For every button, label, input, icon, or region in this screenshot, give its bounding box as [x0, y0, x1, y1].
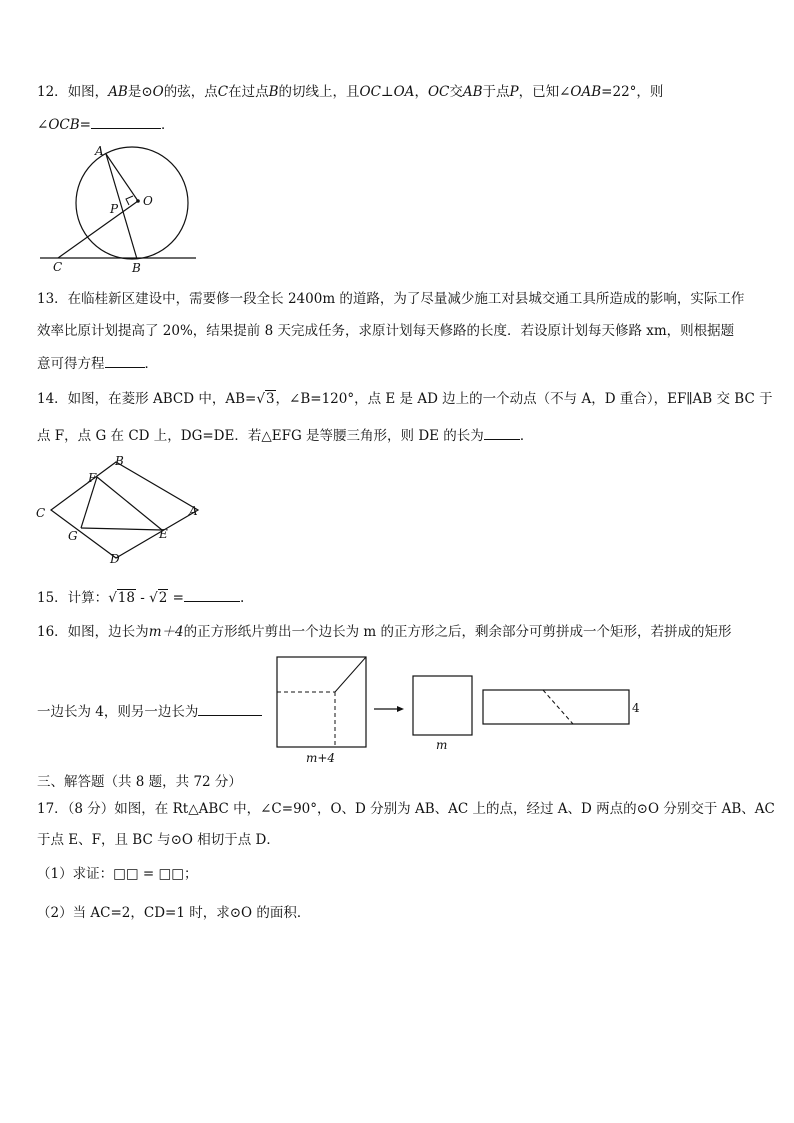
label-e: E: [159, 527, 168, 541]
section-title: 三、解答题（共 8 题，共 72 分）: [37, 774, 242, 790]
label-a: A: [95, 144, 104, 158]
segment-oc: [58, 201, 138, 258]
small-square: [413, 676, 472, 735]
sqrt-expression: √3: [256, 391, 275, 407]
label-g: G: [68, 529, 78, 543]
label-c: C: [53, 260, 63, 274]
answer-blank: [484, 425, 520, 440]
q15-line: 15．计算：√18 - √2 = .: [37, 587, 244, 608]
q16-line1: 16．如图，边长为m＋4的正方形纸片剪出一个边长为 m 的正方形之后，剩余部分可剪拼成一个矩形，若拼成的矩形: [37, 624, 732, 640]
right-angle-mark: [126, 196, 133, 205]
center-o: [136, 199, 140, 203]
q17-part2: （2）当 AC=2，CD=1 时，求⊙O 的面积．: [37, 905, 311, 921]
label-4: 4: [632, 701, 640, 715]
sqrt-2: √2: [149, 590, 168, 606]
q12-line2: ∠OCB= ．: [37, 114, 174, 135]
segment-ef: [97, 477, 162, 530]
q16-figure: [270, 652, 650, 768]
label-b: B: [132, 261, 141, 275]
q12-line1: 12．如图，AB是⊙O的弦，点C在过点B的切线上，且OC⊥OA，OC交AB于点P，已知∠OAB=22°，则: [37, 84, 664, 100]
answer-blank: [105, 353, 145, 368]
q14-figure: [34, 452, 202, 568]
label-m: m: [436, 738, 448, 752]
answer-blank: [91, 114, 161, 129]
answer-blank: [198, 701, 262, 716]
big-square: [277, 657, 366, 747]
segment-oa: [106, 154, 138, 201]
rectangle: [483, 690, 629, 724]
label-d: D: [110, 552, 120, 566]
sqrt-18: √18: [108, 590, 135, 606]
rhombus-abcd: [51, 462, 198, 558]
q12-figure: [38, 143, 198, 275]
q13-line1: 13．在临桂新区建设中，需要修一段全长 2400m 的道路，为了尽量减少施工对县城交通工具所造成的影响，实际工作: [37, 291, 745, 307]
cut-line-diagonal: [335, 657, 366, 692]
q14-line1: 14．如图，在菱形 ABCD 中，AB=√3，∠B=120°，点 E 是 AD 边上的一个动点（不与 A，D 重合），EF∥AB 交 BC 于: [37, 391, 773, 407]
label-b: B: [115, 454, 124, 468]
rect-cut-line: [543, 690, 573, 724]
segment-ge: [81, 528, 162, 530]
q13-line3: 意可得方程 ．: [37, 353, 158, 374]
label-f: F: [88, 471, 97, 485]
label-p: P: [110, 202, 119, 216]
q16-line2: 一边长为 4，则另一边长为: [37, 701, 262, 722]
arrow-icon: [397, 706, 404, 712]
q13-line2: 效率比原计划提高了 20%，结果提前 8 天完成任务，求原计划每天修路的长度．若设原计划每天修路 xm，则根据题: [37, 323, 735, 339]
q17-line1: 17．（8 分）如图，在 Rt△ABC 中，∠C=90°，O、D 分别为 AB、AC 上的点，经过 A、D 两点的⊙O 分别交于 AB、AC: [37, 801, 775, 817]
label-c: C: [36, 506, 46, 520]
label-o: O: [143, 194, 153, 208]
q17-part1: （1）求证：□□ = □□；: [37, 866, 198, 882]
answer-blank: [184, 587, 240, 602]
q17-line2: 于点 E、F，且 BC 与⊙O 相切于点 D．: [37, 832, 280, 848]
label-m-plus-4: m+4: [306, 751, 336, 765]
q14-line2: 点 F，点 G 在 CD 上，DG=DE．若△EFG 是等腰三角形，则 DE 的长为 ．: [37, 425, 533, 446]
label-a: A: [189, 504, 198, 518]
